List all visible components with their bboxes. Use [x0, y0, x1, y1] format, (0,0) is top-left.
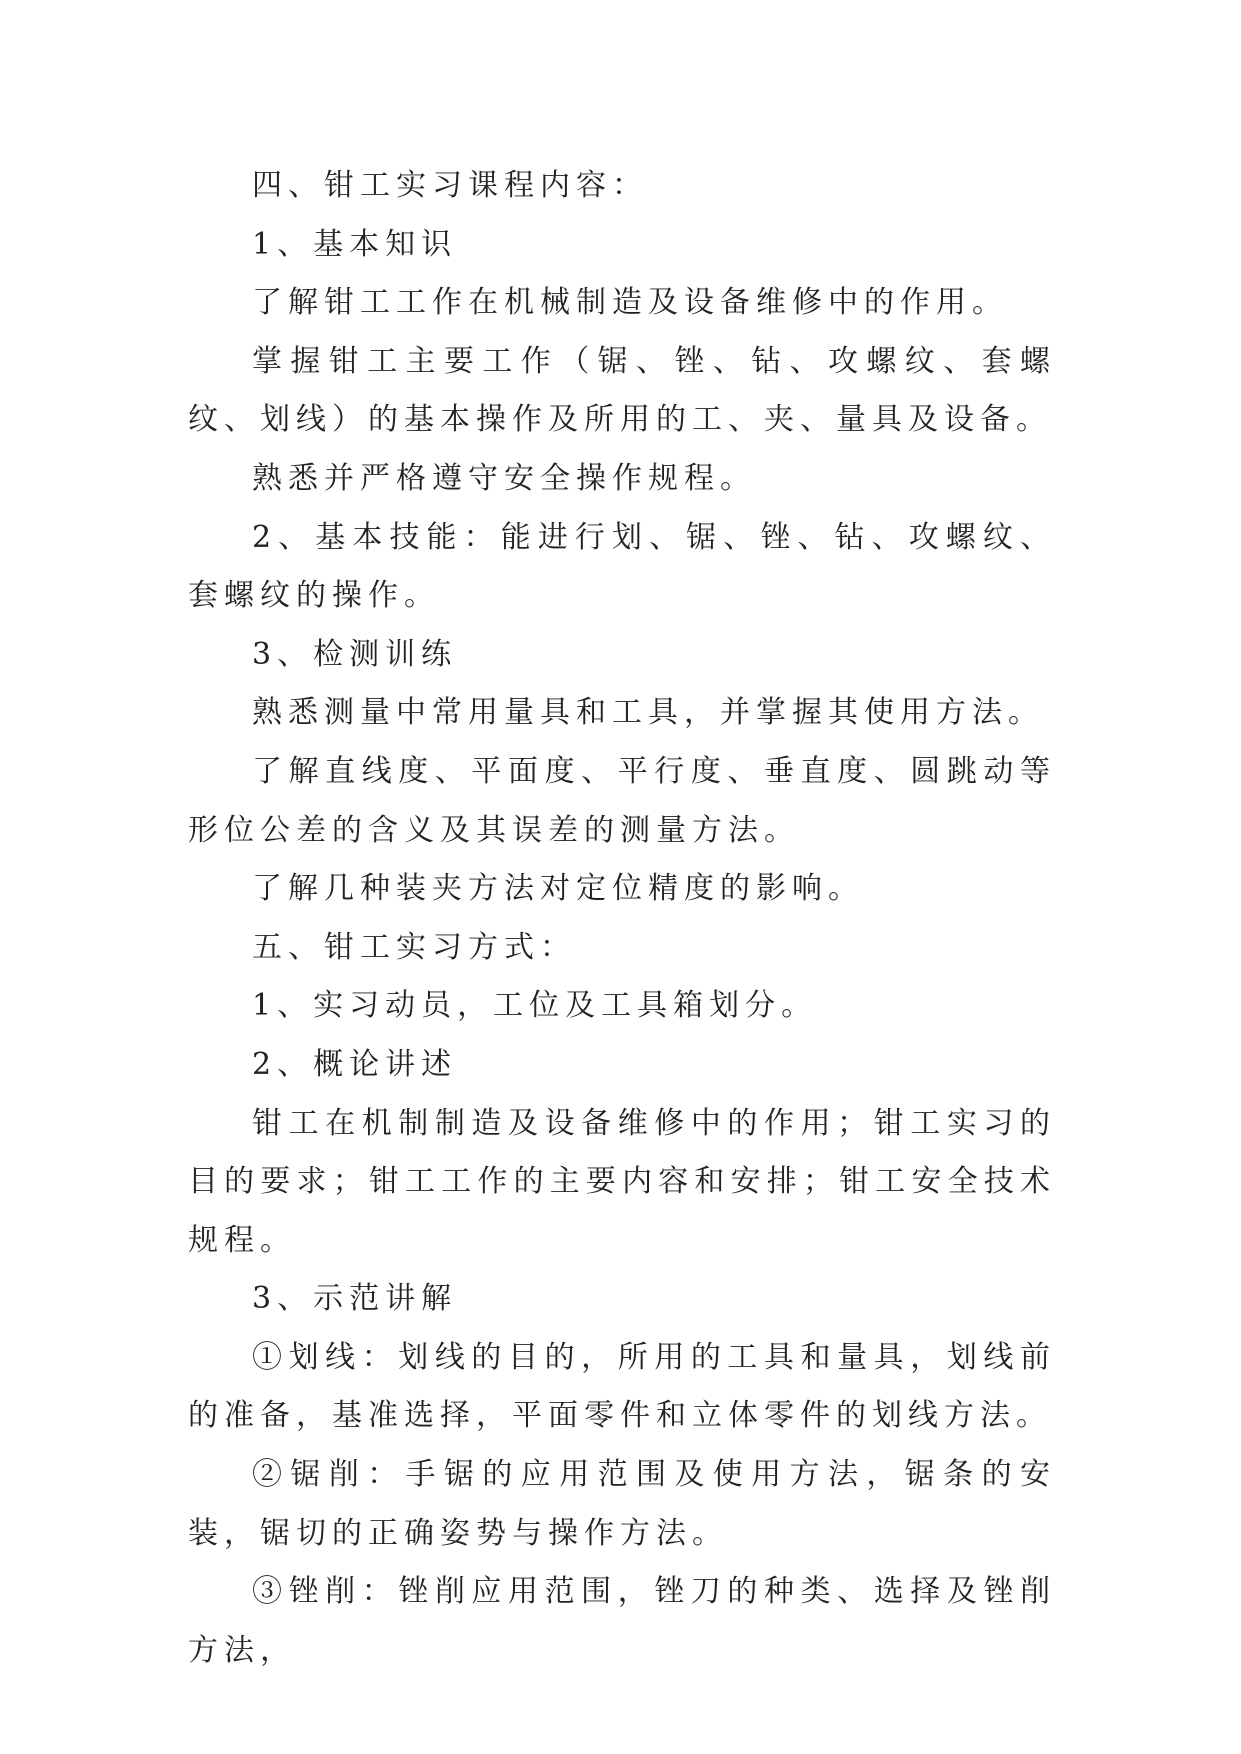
body-paragraph: 了解直线度、平面度、平行度、垂直度、圆跳动等形位公差的含义及其误差的测量方法。	[188, 753, 1056, 848]
subsection-heading: 1、基本知识	[252, 226, 458, 262]
body-paragraph: 熟悉并严格遵守安全操作规程。	[252, 460, 756, 496]
subsection-heading: 1、实习动员，工位及工具箱划分。	[252, 988, 818, 1024]
body-paragraph: 钳工在机制制造及设备维修中的作用；钳工实习的目的要求；钳工工作的主要内容和安排；钳工安全技术规程。	[188, 1105, 1056, 1258]
subsection-heading: 3、检测训练	[252, 636, 458, 672]
body-paragraph: 了解钳工工作在机械制造及设备维修中的作用。	[252, 285, 1008, 321]
subsection-heading: 3、示范讲解	[252, 1281, 458, 1317]
subsection-heading: 2、概论讲述	[252, 1046, 458, 1082]
list-item: ②锯削：手锯的应用范围及使用方法，锯条的安装，锯切的正确姿势与操作方法。	[188, 1457, 1056, 1551]
subsection-heading: 2、基本技能：能进行划、锯、锉、钻、攻螺纹、套螺纹的操作。	[188, 519, 1056, 614]
list-item: ①划线：划线的目的，所用的工具和量具，划线前的准备，基准选择，平面零件和立体零件的划线方法。	[188, 1339, 1056, 1434]
section-heading: 五、钳工实习方式：	[252, 929, 576, 965]
body-paragraph: 掌握钳工主要工作（锯、锉、钻、攻螺纹、套螺纹、划线）的基本操作及所用的工、夹、量具及设备。	[188, 343, 1056, 438]
list-item: ③锉削：锉削应用范围，锉刀的种类、选择及锉削方法，	[188, 1574, 1056, 1668]
body-paragraph: 了解几种装夹方法对定位精度的影响。	[252, 871, 864, 907]
document-body	[188, 157, 1056, 1680]
body-paragraph: 熟悉测量中常用量具和工具，并掌握其使用方法。	[252, 695, 1044, 731]
section-heading: 四、钳工实习课程内容：	[252, 168, 648, 203]
